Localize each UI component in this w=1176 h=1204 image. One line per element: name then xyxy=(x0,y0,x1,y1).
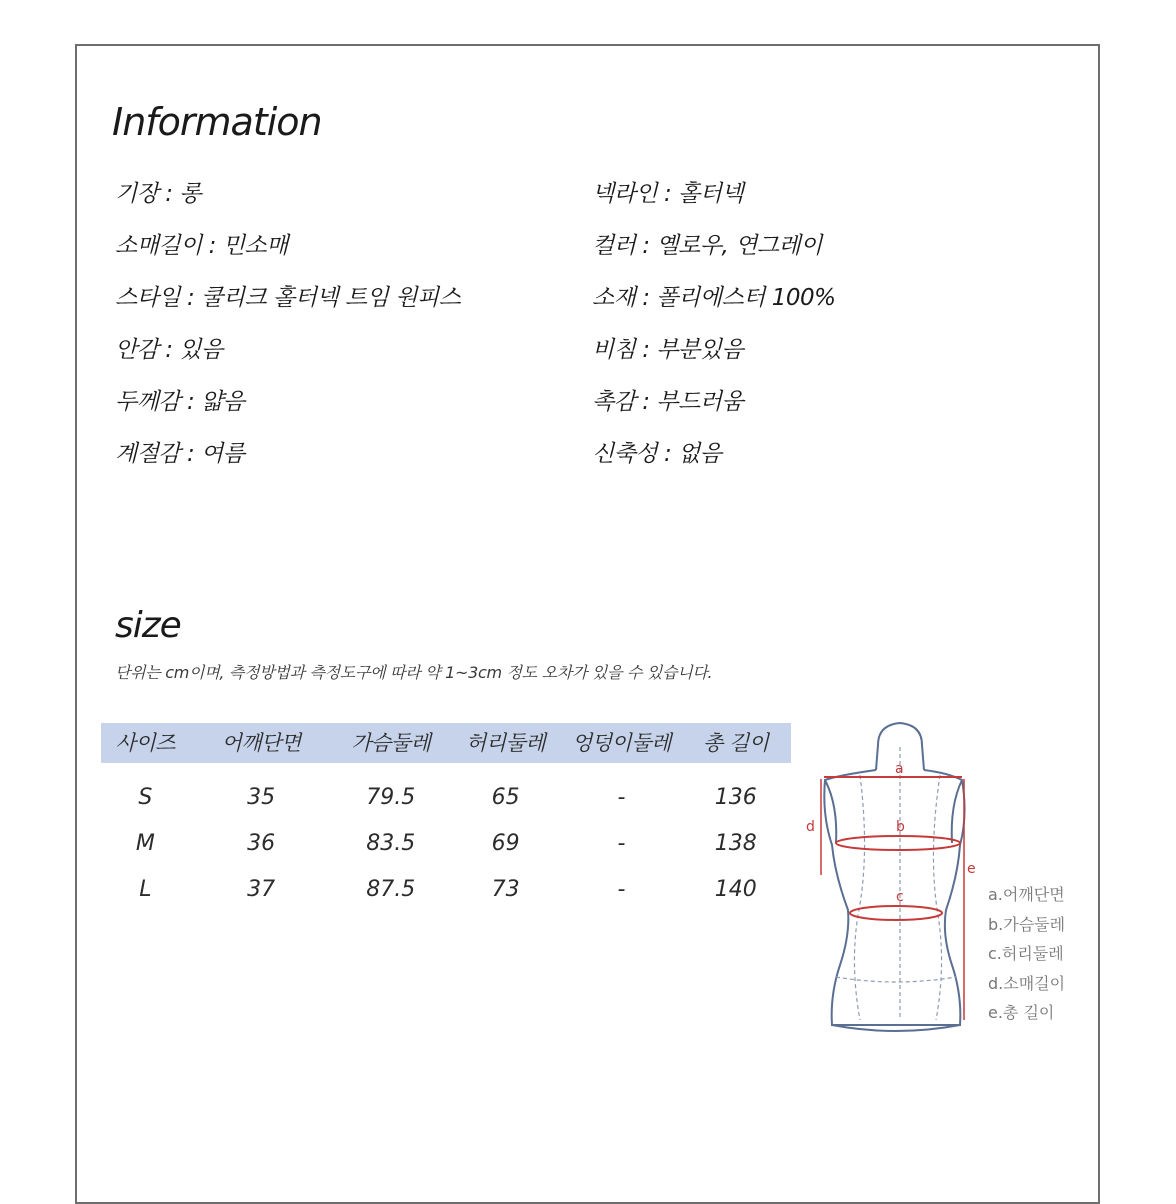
label-b: b xyxy=(896,819,905,835)
cell-chest: 79.5 xyxy=(366,785,416,810)
table-row xyxy=(101,867,791,913)
legend-item-b: b.가슴둘레 xyxy=(988,914,1066,934)
mannequin-guide-lines xyxy=(836,747,956,1020)
cell-size: L xyxy=(139,877,152,902)
legend-item-a: a.어깨단면 xyxy=(988,885,1065,904)
info-item-sleeve: 소매길이 : 민소매 xyxy=(115,233,288,259)
cell-size: S xyxy=(138,785,153,810)
cell-total-length: 138 xyxy=(714,831,757,856)
legend-item-c: c.허리둘레 xyxy=(988,944,1064,963)
marker-c-waist xyxy=(850,906,942,920)
cell-total-length: 136 xyxy=(714,785,757,810)
info-item-style: 스타일 : 쿨리크 홀터넥 트임 원피스 xyxy=(115,285,461,311)
cell-waist: 65 xyxy=(491,785,520,810)
legend-item-d: d.소매길이 xyxy=(988,973,1066,993)
label-a: a xyxy=(895,761,904,777)
info-item-texture: 촉감 : 부드러움 xyxy=(592,389,744,415)
cell-shoulder: 36 xyxy=(247,831,276,856)
info-item-stretch: 신축성 : 없음 xyxy=(592,441,722,467)
header-size: 사이즈 xyxy=(115,731,176,755)
cell-shoulder: 37 xyxy=(247,877,276,902)
legend-item-e: e.총 길이 xyxy=(988,1003,1055,1022)
info-item-lining: 안감 : 있음 xyxy=(115,337,223,363)
info-item-neckline: 넥라인 : 홀터넥 xyxy=(592,181,744,207)
label-c: c xyxy=(896,889,904,905)
label-e: e xyxy=(967,861,976,877)
marker-b-chest xyxy=(836,836,960,850)
measurement-note: 단위는 cm이며, 측정방법과 측정도구에 따라 약 1~3cm 정도 오차가 있을 수 있습니다. xyxy=(115,663,713,682)
cell-chest: 83.5 xyxy=(366,831,416,856)
table-row xyxy=(101,775,791,821)
header-waist: 허리둘레 xyxy=(466,731,546,755)
size-table-body xyxy=(101,763,791,913)
cell-hip: - xyxy=(617,785,626,810)
header-shoulder: 어깨단면 xyxy=(221,731,301,755)
label-d: d xyxy=(806,819,815,835)
header-total-length: 총 길이 xyxy=(703,731,769,755)
cell-size: M xyxy=(135,831,155,856)
size-table-header xyxy=(101,723,791,763)
table-row xyxy=(101,821,791,867)
cell-hip: - xyxy=(617,831,626,856)
info-item-length: 기장 : 롱 xyxy=(115,181,202,207)
cell-shoulder: 35 xyxy=(247,785,276,810)
size-section-title: size xyxy=(115,605,181,646)
cell-total-length: 140 xyxy=(714,877,757,902)
page-title: Information xyxy=(112,100,322,144)
header-chest: 가슴둘레 xyxy=(351,731,431,755)
header-hip: 엉덩이둘레 xyxy=(571,731,671,755)
info-item-sheerness: 비침 : 부분있음 xyxy=(592,337,744,363)
cell-chest: 87.5 xyxy=(366,877,416,902)
cell-hip: - xyxy=(617,877,626,902)
info-item-season: 계절감 : 여름 xyxy=(115,441,245,467)
size-table xyxy=(101,723,791,913)
diagram-legend xyxy=(988,880,1065,1028)
info-item-material: 소재 : 폴리에스터 100% xyxy=(592,285,836,311)
info-item-thickness: 두께감 : 얇음 xyxy=(115,389,245,415)
cell-waist: 73 xyxy=(491,877,520,902)
info-column-left xyxy=(115,172,460,484)
info-column-right xyxy=(592,172,835,484)
measurement-markers xyxy=(821,777,964,1020)
cell-waist: 69 xyxy=(491,831,520,856)
info-item-color: 컬러 : 옐로우, 연그레이 xyxy=(592,233,822,259)
